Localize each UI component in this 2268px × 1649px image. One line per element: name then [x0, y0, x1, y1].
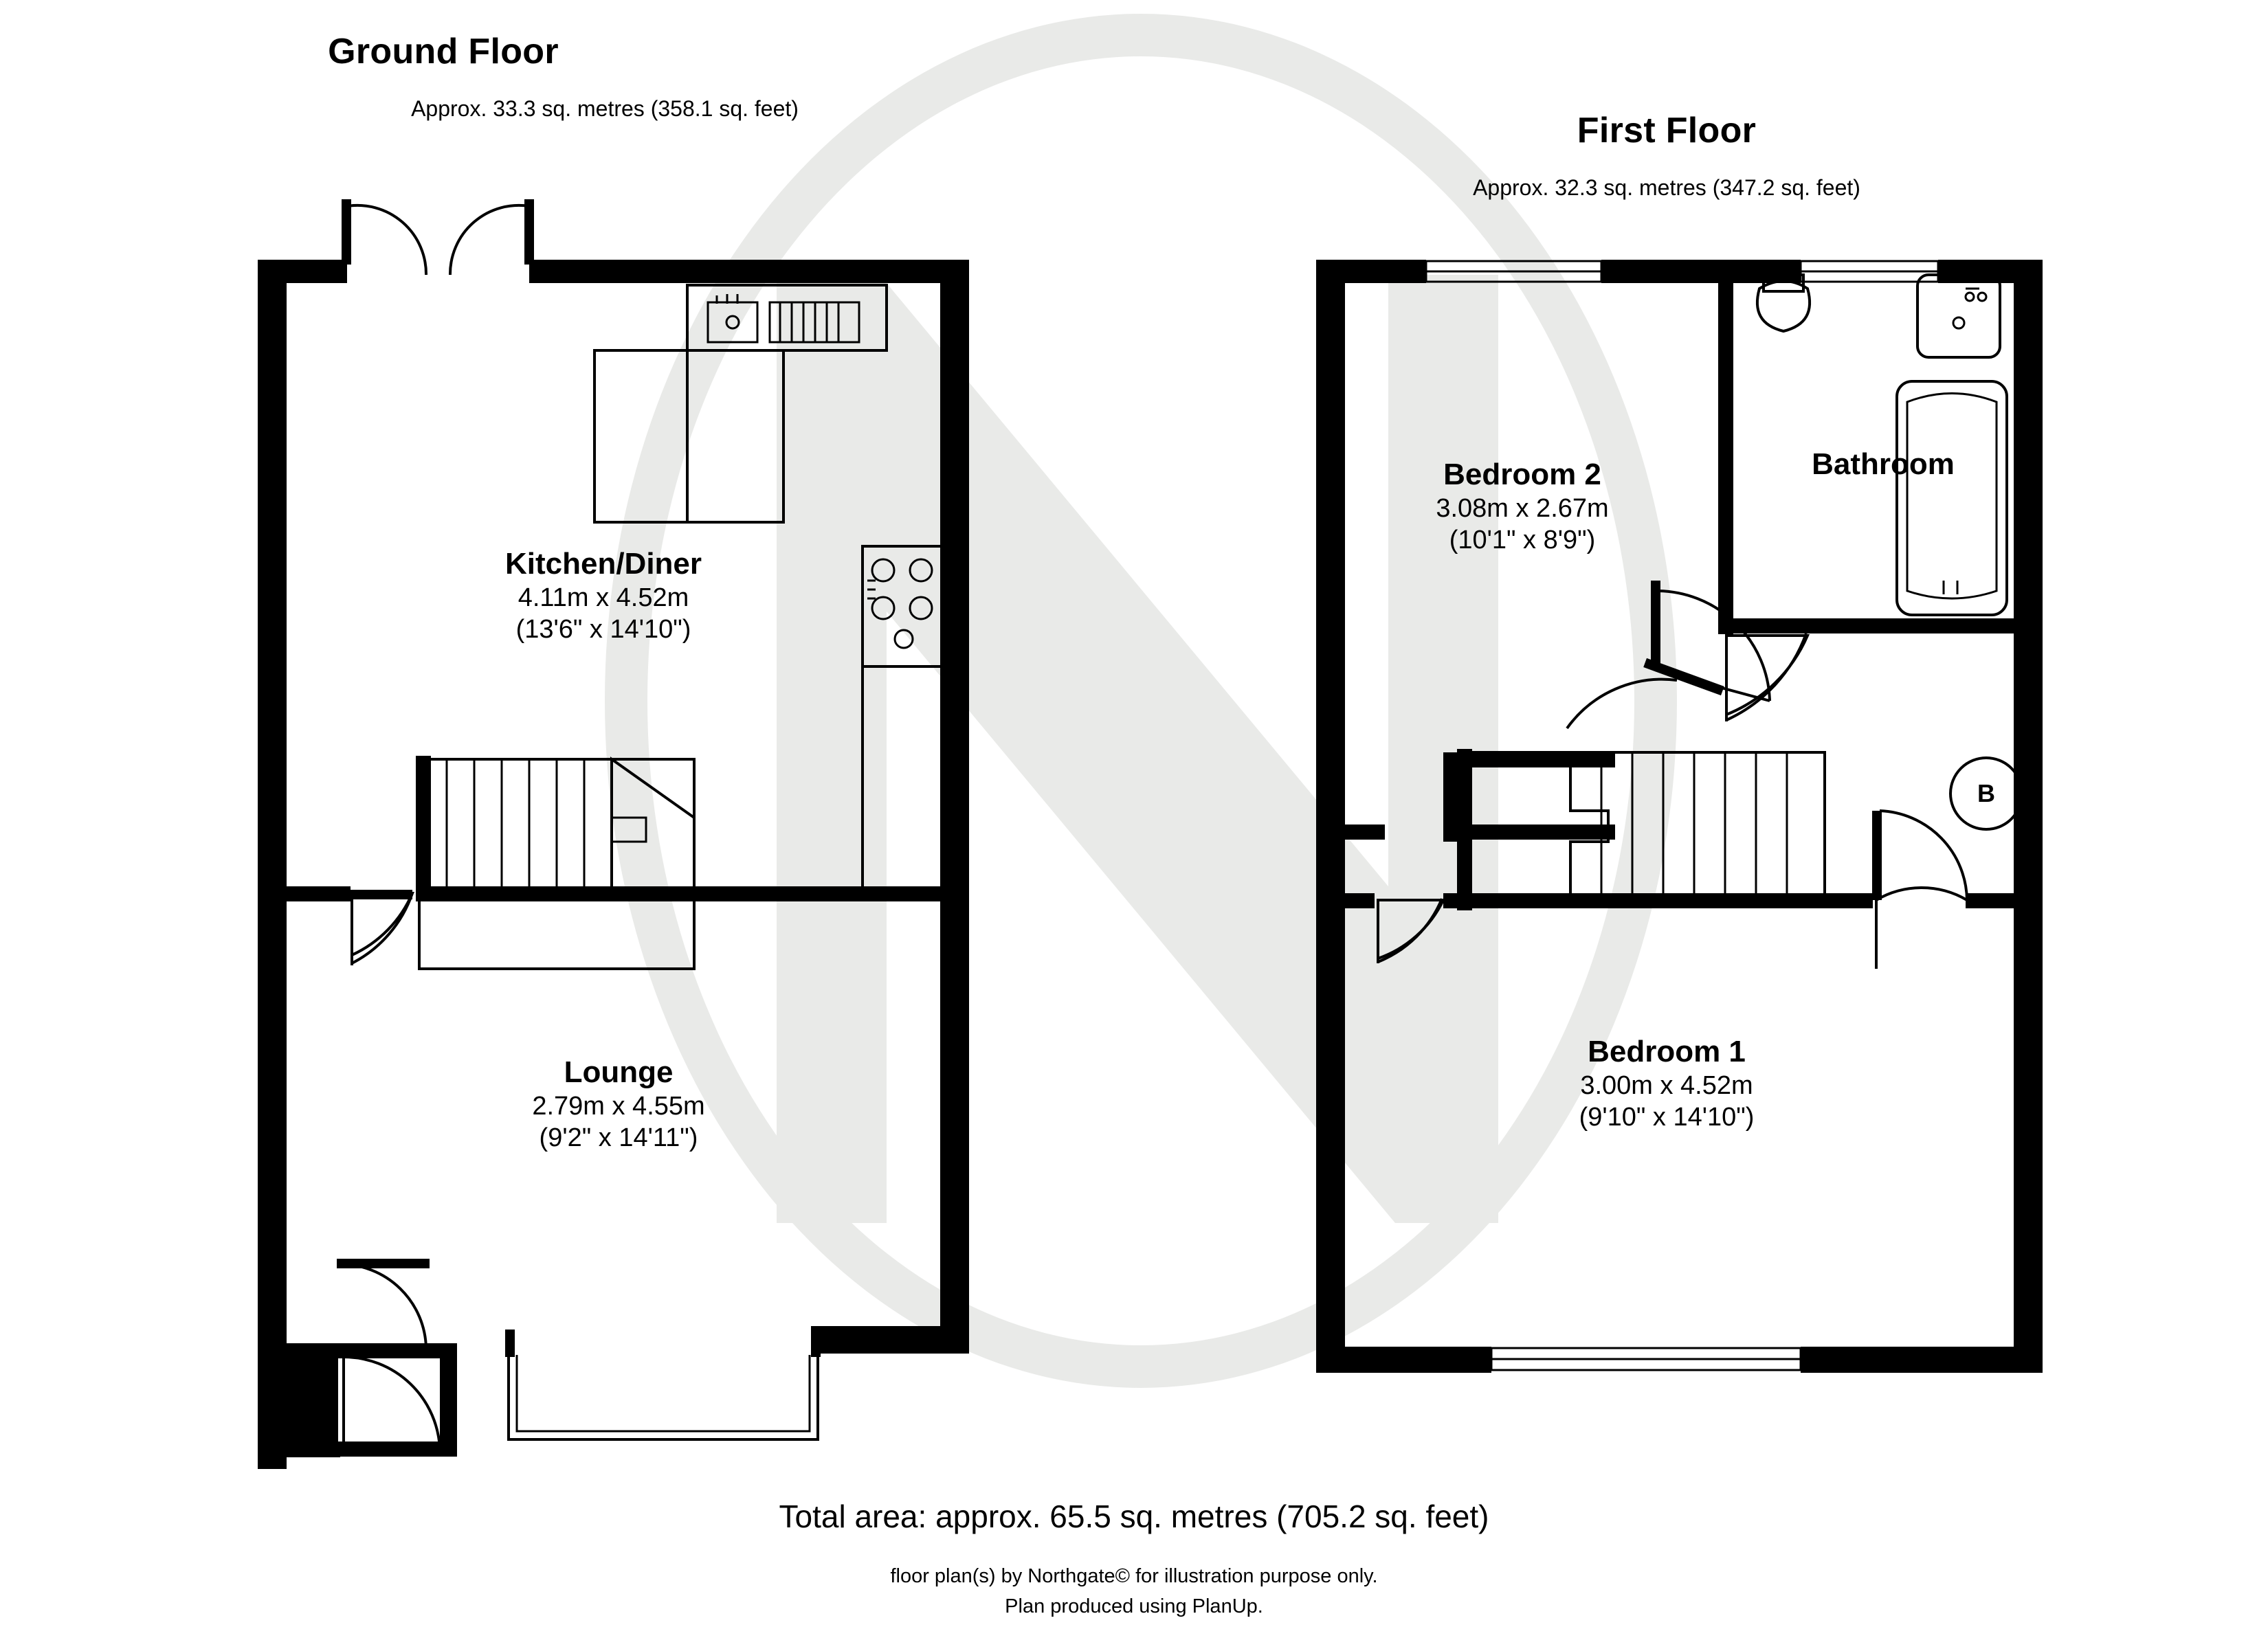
credit-line-2: Plan produced using PlanUp. — [1005, 1595, 1263, 1617]
total-area-text: Total area: approx. 65.5 sq. metres (705.2 sq. feet) — [779, 1499, 1489, 1534]
credit-line-1: floor plan(s) by Northgate© for illustration purpose only. — [890, 1565, 1378, 1587]
room-dimension-imperial: (9'2" x 14'11") — [539, 1123, 698, 1153]
room-label-bedroom-2 — [1436, 457, 1608, 557]
first-floor-area: Approx. 32.3 sq. metres (347.2 sq. feet) — [1473, 175, 1860, 200]
room-name: Bedroom 2 — [1443, 458, 1601, 491]
first-floor-title: First Floor — [1577, 111, 1757, 150]
ground-floor-area: Approx. 33.3 sq. metres (358.1 sq. feet) — [411, 96, 799, 121]
boiler-marker-label: B — [1977, 779, 1995, 807]
room-dimension-metric: 3.00m x 4.52m — [1580, 1070, 1753, 1100]
room-dimension-metric: 4.11m x 4.52m — [518, 583, 689, 612]
room-dimension-metric: 3.08m x 2.67m — [1436, 493, 1609, 523]
room-name: Bathroom — [1812, 447, 1955, 481]
first-floor-plan — [1316, 260, 2043, 1373]
room-name: Kitchen/Diner — [504, 547, 702, 581]
room-label-lounge — [532, 1055, 704, 1154]
room-label-bedroom-1 — [1579, 1034, 1755, 1134]
room-dimension-imperial: (13'6" x 14'10") — [515, 615, 691, 644]
room-name: Lounge — [564, 1055, 674, 1089]
room-label-bathroom — [1812, 447, 1955, 482]
ground-floor-title: Ground Floor — [328, 32, 559, 71]
room-name: Bedroom 1 — [1588, 1035, 1746, 1068]
ground-floor-plan — [258, 199, 969, 1469]
room-dimension-metric: 2.79m x 4.55m — [532, 1091, 705, 1121]
room-label-kitchen-diner — [505, 546, 702, 646]
room-dimension-imperial: (9'10" x 14'10") — [1579, 1103, 1755, 1132]
room-dimension-imperial: (10'1" x 8'9") — [1449, 526, 1596, 555]
